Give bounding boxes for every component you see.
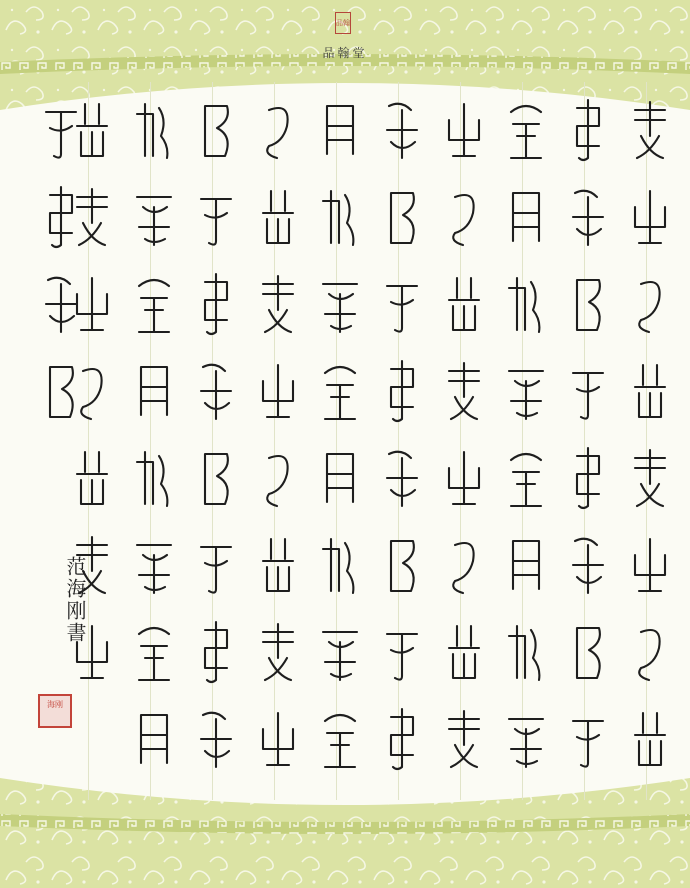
brand-name: 品翰堂: [322, 46, 368, 60]
calligraphy-character: [433, 96, 495, 166]
calligraphy-character: [371, 618, 433, 688]
calligraphy-character: [371, 705, 433, 775]
calligraphy-character: [309, 705, 371, 775]
calligraphy-character: [371, 96, 433, 166]
calligraphy-character: [309, 618, 371, 688]
calligraphy-character: [495, 183, 557, 253]
calligraphy-character: [495, 270, 557, 340]
calligraphy-character: [495, 96, 557, 166]
calligraphy-character: [433, 531, 495, 601]
calligraphy-character: [433, 444, 495, 514]
calligraphy-column: [30, 96, 92, 796]
seal-text: 海刚: [47, 700, 63, 709]
calligraphy-character: [185, 357, 247, 427]
calligraphy-character: [619, 357, 681, 427]
calligraphy-character: [495, 705, 557, 775]
calligraphy-character: [619, 183, 681, 253]
calligraphy-character: [123, 444, 185, 514]
calligraphy-column: [371, 96, 433, 796]
calligraphy-character: [30, 96, 92, 166]
calligraphy-character: [185, 705, 247, 775]
calligraphy-character: [309, 357, 371, 427]
calligraphy-character: [557, 357, 619, 427]
calligraphy-character: [247, 270, 309, 340]
artist-seal: [38, 694, 72, 728]
calligraphy-character: [123, 357, 185, 427]
calligraphy-character: [495, 531, 557, 601]
calligraphy-character: [619, 444, 681, 514]
calligraphy-character: [433, 183, 495, 253]
calligraphy-character: [309, 444, 371, 514]
calligraphy-character: [371, 444, 433, 514]
calligraphy-character: [557, 705, 619, 775]
calligraphy-character: [433, 705, 495, 775]
calligraphy-character: [495, 444, 557, 514]
calligraphy-character: [247, 705, 309, 775]
calligraphy-character: [185, 444, 247, 514]
calligraphy-character: [247, 531, 309, 601]
calligraphy-character: [123, 96, 185, 166]
calligraphy-character: [619, 96, 681, 166]
calligraphy-column: [557, 96, 619, 796]
calligraphy-character: [247, 618, 309, 688]
calligraphy-column: [495, 96, 557, 796]
calligraphy-character: [30, 183, 92, 253]
calligraphy-character: [619, 705, 681, 775]
calligraphy-character: [123, 270, 185, 340]
calligraphy-column: [185, 96, 247, 796]
calligraphy-character: [371, 183, 433, 253]
calligraphy-character: [185, 531, 247, 601]
calligraphy-character: [185, 270, 247, 340]
calligraphy-character: [185, 183, 247, 253]
calligraphy-character: [247, 444, 309, 514]
calligraphy-character: [433, 357, 495, 427]
calligraphy-character: [123, 618, 185, 688]
calligraphy-character: [371, 357, 433, 427]
calligraphy-character: [557, 444, 619, 514]
calligraphy-column: [619, 96, 681, 796]
calligraphy-character: [247, 183, 309, 253]
artist-signature: 范海刚書: [63, 556, 87, 644]
calligraphy-column: [123, 96, 185, 796]
calligraphy-character: [30, 357, 92, 427]
calligraphy-character: [557, 183, 619, 253]
brand-seal: 品翰: [335, 12, 351, 34]
calligraphy-character: [619, 270, 681, 340]
calligraphy-character: [185, 618, 247, 688]
calligraphy-character: [495, 618, 557, 688]
calligraphy-character: [309, 531, 371, 601]
calligraphy-character: [185, 96, 247, 166]
calligraphy-character: [619, 531, 681, 601]
calligraphy-character: [557, 270, 619, 340]
calligraphy-character: [247, 357, 309, 427]
calligraphy-character: [619, 618, 681, 688]
calligraphy-character: [123, 705, 185, 775]
calligraphy-character: [557, 96, 619, 166]
calligraphy-character: [309, 270, 371, 340]
calligraphy-character: [123, 531, 185, 601]
calligraphy-column: [309, 96, 371, 796]
calligraphy-character: [309, 96, 371, 166]
calligraphy-character: [495, 357, 557, 427]
calligraphy-character: [433, 618, 495, 688]
calligraphy-column: [433, 96, 495, 796]
calligraphy-character: [433, 270, 495, 340]
calligraphy-character: [371, 270, 433, 340]
calligraphy-character: [371, 531, 433, 601]
calligraphy-character: [30, 270, 92, 340]
calligraphy-character: [557, 618, 619, 688]
calligraphy-character: [247, 96, 309, 166]
calligraphy-character: [309, 183, 371, 253]
calligraphy-character: [557, 531, 619, 601]
calligraphy-column: [247, 96, 309, 796]
calligraphy-character: [123, 183, 185, 253]
